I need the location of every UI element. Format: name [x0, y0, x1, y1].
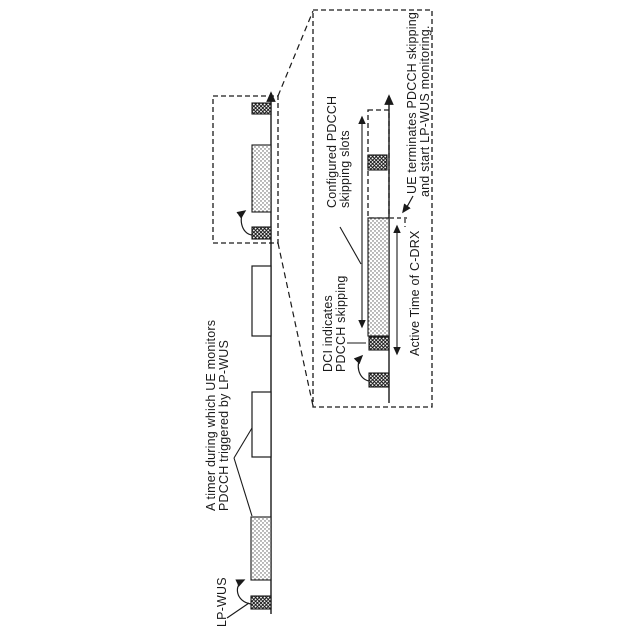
lp-wus-label: LP-WUS [215, 577, 229, 627]
dci-label-line-1: DCI indicates [321, 295, 335, 372]
lp-wus-block-bottom [251, 596, 271, 609]
dci-label-line-2: PDCCH skipping [334, 275, 348, 372]
active-time-label: Active Time of C-DRX [408, 230, 422, 356]
configured-label-line-1: Configured PDCCH [325, 95, 339, 208]
lp-wus-monitoring-occasion-block [368, 155, 387, 170]
timer-label-line-1: A timer during which UE monitors [204, 319, 218, 511]
timer-label-line-2: PDCCH triggered by LP-WUS [217, 339, 231, 511]
pdcch-monitor-window-rect-1 [252, 266, 271, 336]
pdcch-monitor-timer-block-lower [251, 517, 271, 580]
configured-label-line-2: skipping slots [338, 130, 352, 208]
lp-wus-block-in-box [252, 227, 271, 239]
pdcch-monitor-timer-block-upper [252, 145, 271, 212]
dci-pdcch-slot-block [369, 337, 389, 350]
terminate-label-line-1: UE terminates PDCCH skipping [405, 11, 419, 194]
zoom-lp-wus-block [369, 373, 389, 387]
pdcch-monitor-window-rect-2 [252, 392, 271, 457]
terminate-label-line-2: and start LP-WUS monitoring. [418, 25, 432, 197]
zoom-dotted-skipping-block [368, 218, 389, 336]
lp-wus-occasion-block-top [252, 103, 271, 114]
